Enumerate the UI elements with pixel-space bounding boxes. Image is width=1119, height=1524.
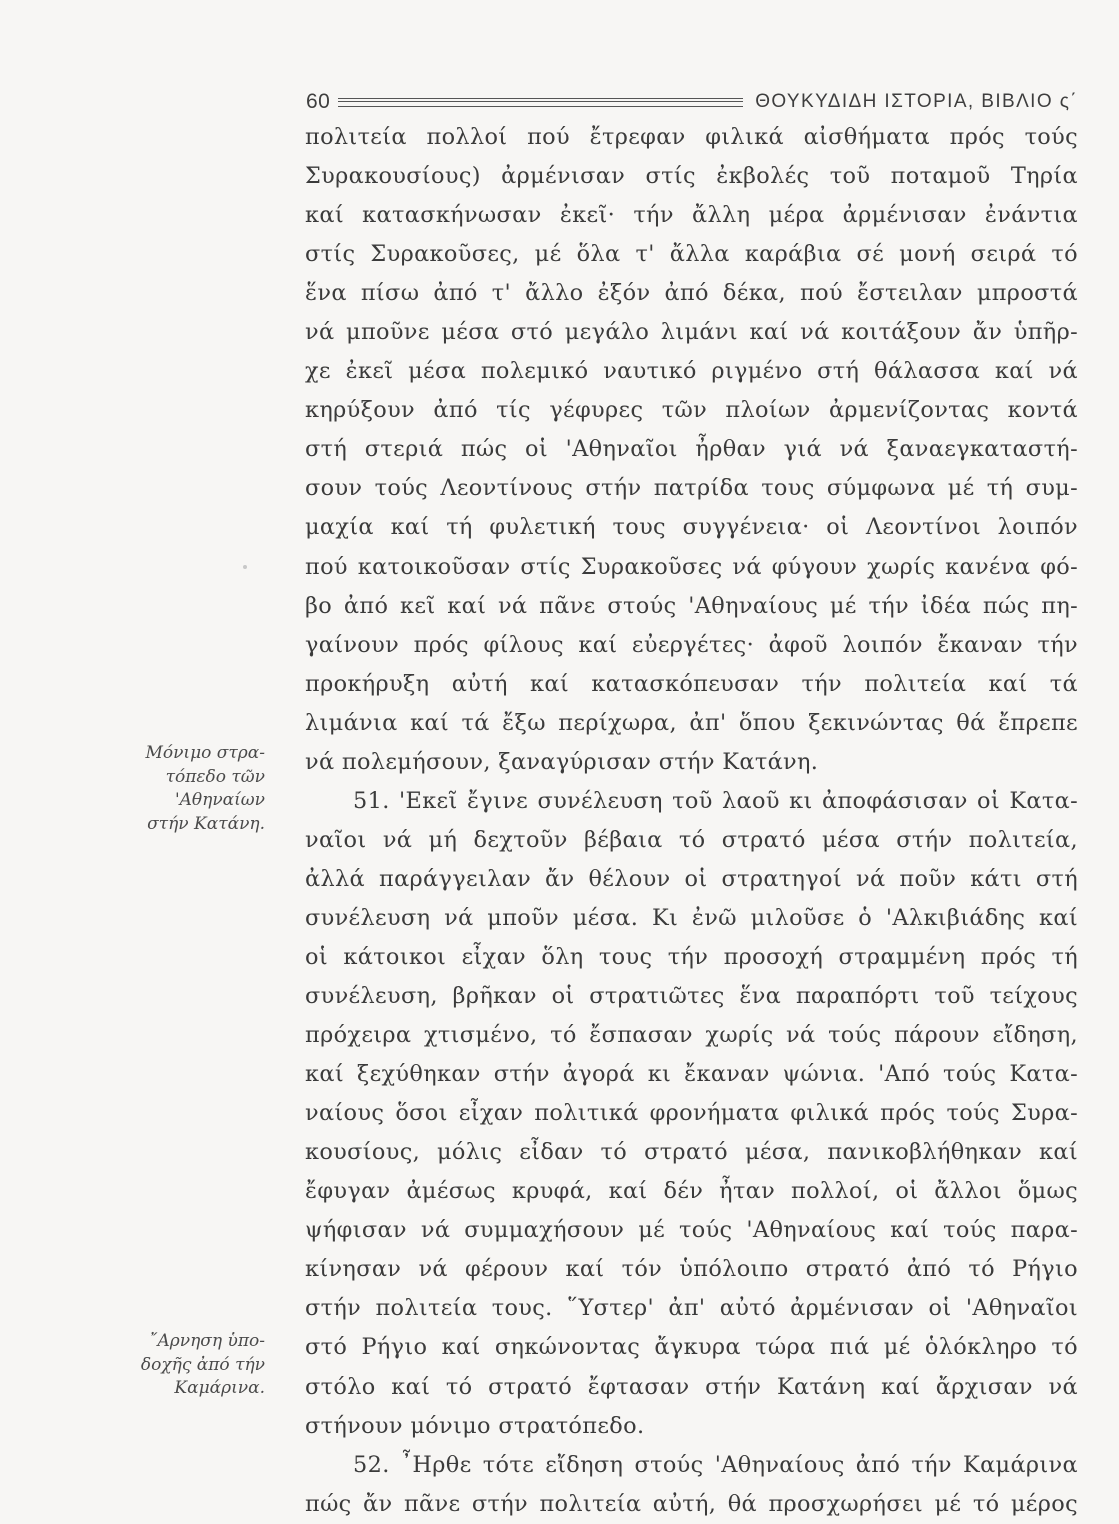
text-line: πού κατοικοῦσαν στίς Συρακοῦσες νά φύγουν χωρίς κανένα φό- bbox=[305, 553, 1078, 580]
text-line: κηρύξουν ἀπό τίς γέφυρες τῶν πλοίων ἀρμενίζοντας κοντά bbox=[305, 397, 1078, 424]
text-line: 51. 'Εκεῖ ἔγινε συνέλευση τοῦ λαοῦ κι ἀποφάσισαν οἱ Κατα- bbox=[353, 787, 1078, 814]
text-line: Συρακουσίους) ἀρμένισαν στίς ἐκβολές τοῦ ποταμοῦ Τηρία bbox=[305, 163, 1078, 190]
margin-note-line: Μόνιμο στρα- bbox=[145, 743, 265, 763]
text-line: κουσίους, μόλις εἶδαν τό στρατό μέσα, πανικοβλήθηκαν καί bbox=[305, 1139, 1078, 1166]
text-line: 52. ῏Ηρθε τότε εἴδηση στούς 'Αθηναίους ἀπό τήν Καμάρινα bbox=[353, 1451, 1078, 1478]
text-line: στήν πολιτεία τους. ῞Υστερ' ἀπ' αὐτό ἀρμένισαν οἱ 'Αθηναῖοι bbox=[305, 1295, 1078, 1322]
text-line: νά μποῦνε μέσα στό μεγάλο λιμάνι καί νά κοιτάξουν ἄν ὑπῆρ- bbox=[305, 319, 1078, 346]
paper-speck bbox=[243, 565, 247, 569]
text-line: μαχία καί τή φυλετική τους συγγένεια· οἱ Λεοντίνοι λοιπόν bbox=[305, 514, 1078, 541]
paragraph-52 bbox=[305, 1446, 1078, 1524]
text-line: συνέλευση νά μποῦν μέσα. Κι ἐνῶ μιλοῦσε ὁ 'Αλκιβιάδης καί bbox=[305, 904, 1078, 931]
main-text bbox=[305, 118, 1078, 1524]
text-line: καί ξεχύθηκαν στήν ἀγορά κι ἔκαναν ψώνια. 'Από τούς Κατα- bbox=[305, 1061, 1078, 1088]
text-line: νά πολεμήσουν, ξαναγύρισαν στήν Κατάνη. bbox=[305, 748, 819, 775]
margin-note-line: δοχῆς ἀπό τήν bbox=[140, 1354, 265, 1375]
text-line: καί κατασκήνωσαν ἐκεῖ· τήν ἄλλη μέρα ἀρμένισαν ἐνάντια bbox=[305, 202, 1078, 229]
text-line: ναῖοι νά μή δεχτοῦν βέβαια τό στρατό μέσα στήν πολιτεία, bbox=[305, 826, 1078, 853]
text-line: στόλο καί τό στρατό ἔφτασαν στήν Κατάνη καί ἄρχισαν νά bbox=[305, 1373, 1078, 1400]
text-line: στή στεριά πώς οἱ 'Αθηναῖοι ἦρθαν γιά νά ξαναεγκαταστή- bbox=[305, 436, 1078, 463]
page-number: 60 bbox=[306, 90, 331, 113]
header-rule bbox=[338, 98, 743, 107]
text-line: χε ἐκεῖ μέσα πολεμικό ναυτικό ριγμένο στή θάλασσα καί νά bbox=[305, 358, 1078, 385]
margin-note-line: ῎Αρνηση ὑπο- bbox=[149, 1331, 265, 1351]
text-line: ναίους ὅσοι εἶχαν πολιτικά φρονήματα φιλικά πρός τούς Συρα- bbox=[305, 1100, 1078, 1127]
text-line: στήνουν μόνιμο στρατόπεδο. bbox=[305, 1412, 645, 1439]
text-line: γαίνουν πρός φίλους καί εὐεργέτες· ἀφοῦ λοιπόν ἔκαναν τήν bbox=[305, 631, 1078, 658]
margin-note-line: Καμάρινα. bbox=[174, 1378, 265, 1398]
text-line: ἕνα πίσω ἀπό τ' ἄλλο ἐξόν ἀπό δέκα, πού ἔστειλαν μπροστά bbox=[305, 280, 1078, 307]
margin-note-line: στήν Κατάνη. bbox=[147, 813, 265, 834]
paragraph bbox=[305, 118, 1078, 782]
text-line: βο ἀπό κεῖ καί νά πᾶνε στούς 'Αθηναίους μέ τήν ἰδέα πώς πη- bbox=[305, 592, 1078, 619]
text-line: σουν τούς Λεοντίνους στήν πατρίδα τους σύμφωνα μέ τή συμ- bbox=[305, 475, 1078, 502]
text-line: ψήφισαν νά συμμαχήσουν μέ τούς 'Αθηναίους καί τούς παρα- bbox=[305, 1217, 1078, 1244]
text-line: κίνησαν νά φέρουν καί τόν ὑπόλοιπο στρατό ἀπό τό Ρήγιο bbox=[305, 1256, 1078, 1283]
text-line: συνέλευση, βρῆκαν οἱ στρατιῶτες ἕνα παραπόρτι τοῦ τείχους bbox=[305, 983, 1078, 1010]
text-line: στό Ρήγιο καί σηκώνοντας ἄγκυρα τώρα πιά μέ ὁλόκληρο τό bbox=[305, 1334, 1078, 1361]
text-line: πολιτεία πολλοί πού ἔτρεφαν φιλικά αἰσθήματα πρός τούς bbox=[305, 124, 1078, 150]
text-line: ἔφυγαν ἀμέσως κρυφά, καί δέν ἦταν πολλοί, οἱ ἄλλοι ὅμως bbox=[305, 1178, 1078, 1205]
running-title: ΘΟΥΚΥΔΙΔΗ ΙΣΤΟΡΙΑ, ΒΙΒΛΙΟ ς΄ bbox=[755, 91, 1078, 112]
text-line: οἱ κάτοικοι εἶχαν ὅλη τους τήν προσοχή στραμμένη πρός τή bbox=[305, 943, 1078, 970]
paragraph-51 bbox=[305, 782, 1078, 1446]
running-header bbox=[306, 86, 1078, 118]
margin-note-line: 'Αθηναίων bbox=[174, 790, 265, 810]
margin-note-line: τόπεδο τῶν bbox=[165, 766, 265, 787]
margin-note-kamarina-refusal bbox=[95, 1330, 265, 1401]
text-line: προκήρυξη αὐτή καί κατασκόπευσαν τήν πολιτεία καί τά bbox=[305, 670, 1078, 697]
text-line: στίς Συρακοῦσες, μέ ὅλα τ' ἄλλα καράβια σέ μονή σειρά τό bbox=[305, 241, 1078, 268]
text-line: ἀλλά παράγγειλαν ἄν θέλουν οἱ στρατηγοί νά ποῦν κάτι στή bbox=[305, 865, 1078, 892]
text-line: πρόχειρα χτισμένο, τό ἔσπασαν χωρίς νά τούς πάρουν εἴδηση, bbox=[305, 1022, 1078, 1049]
margin-note-athenian-camp bbox=[95, 742, 265, 836]
text-line: πώς ἄν πᾶνε στήν πολιτεία αὐτή, θά προσχωρήσει μέ τό μέρος bbox=[305, 1490, 1078, 1517]
text-line: λιμάνια καί τά ἔξω περίχωρα, ἀπ' ὅπου ξεκινώντας θά ἔπρεπε bbox=[305, 709, 1078, 736]
